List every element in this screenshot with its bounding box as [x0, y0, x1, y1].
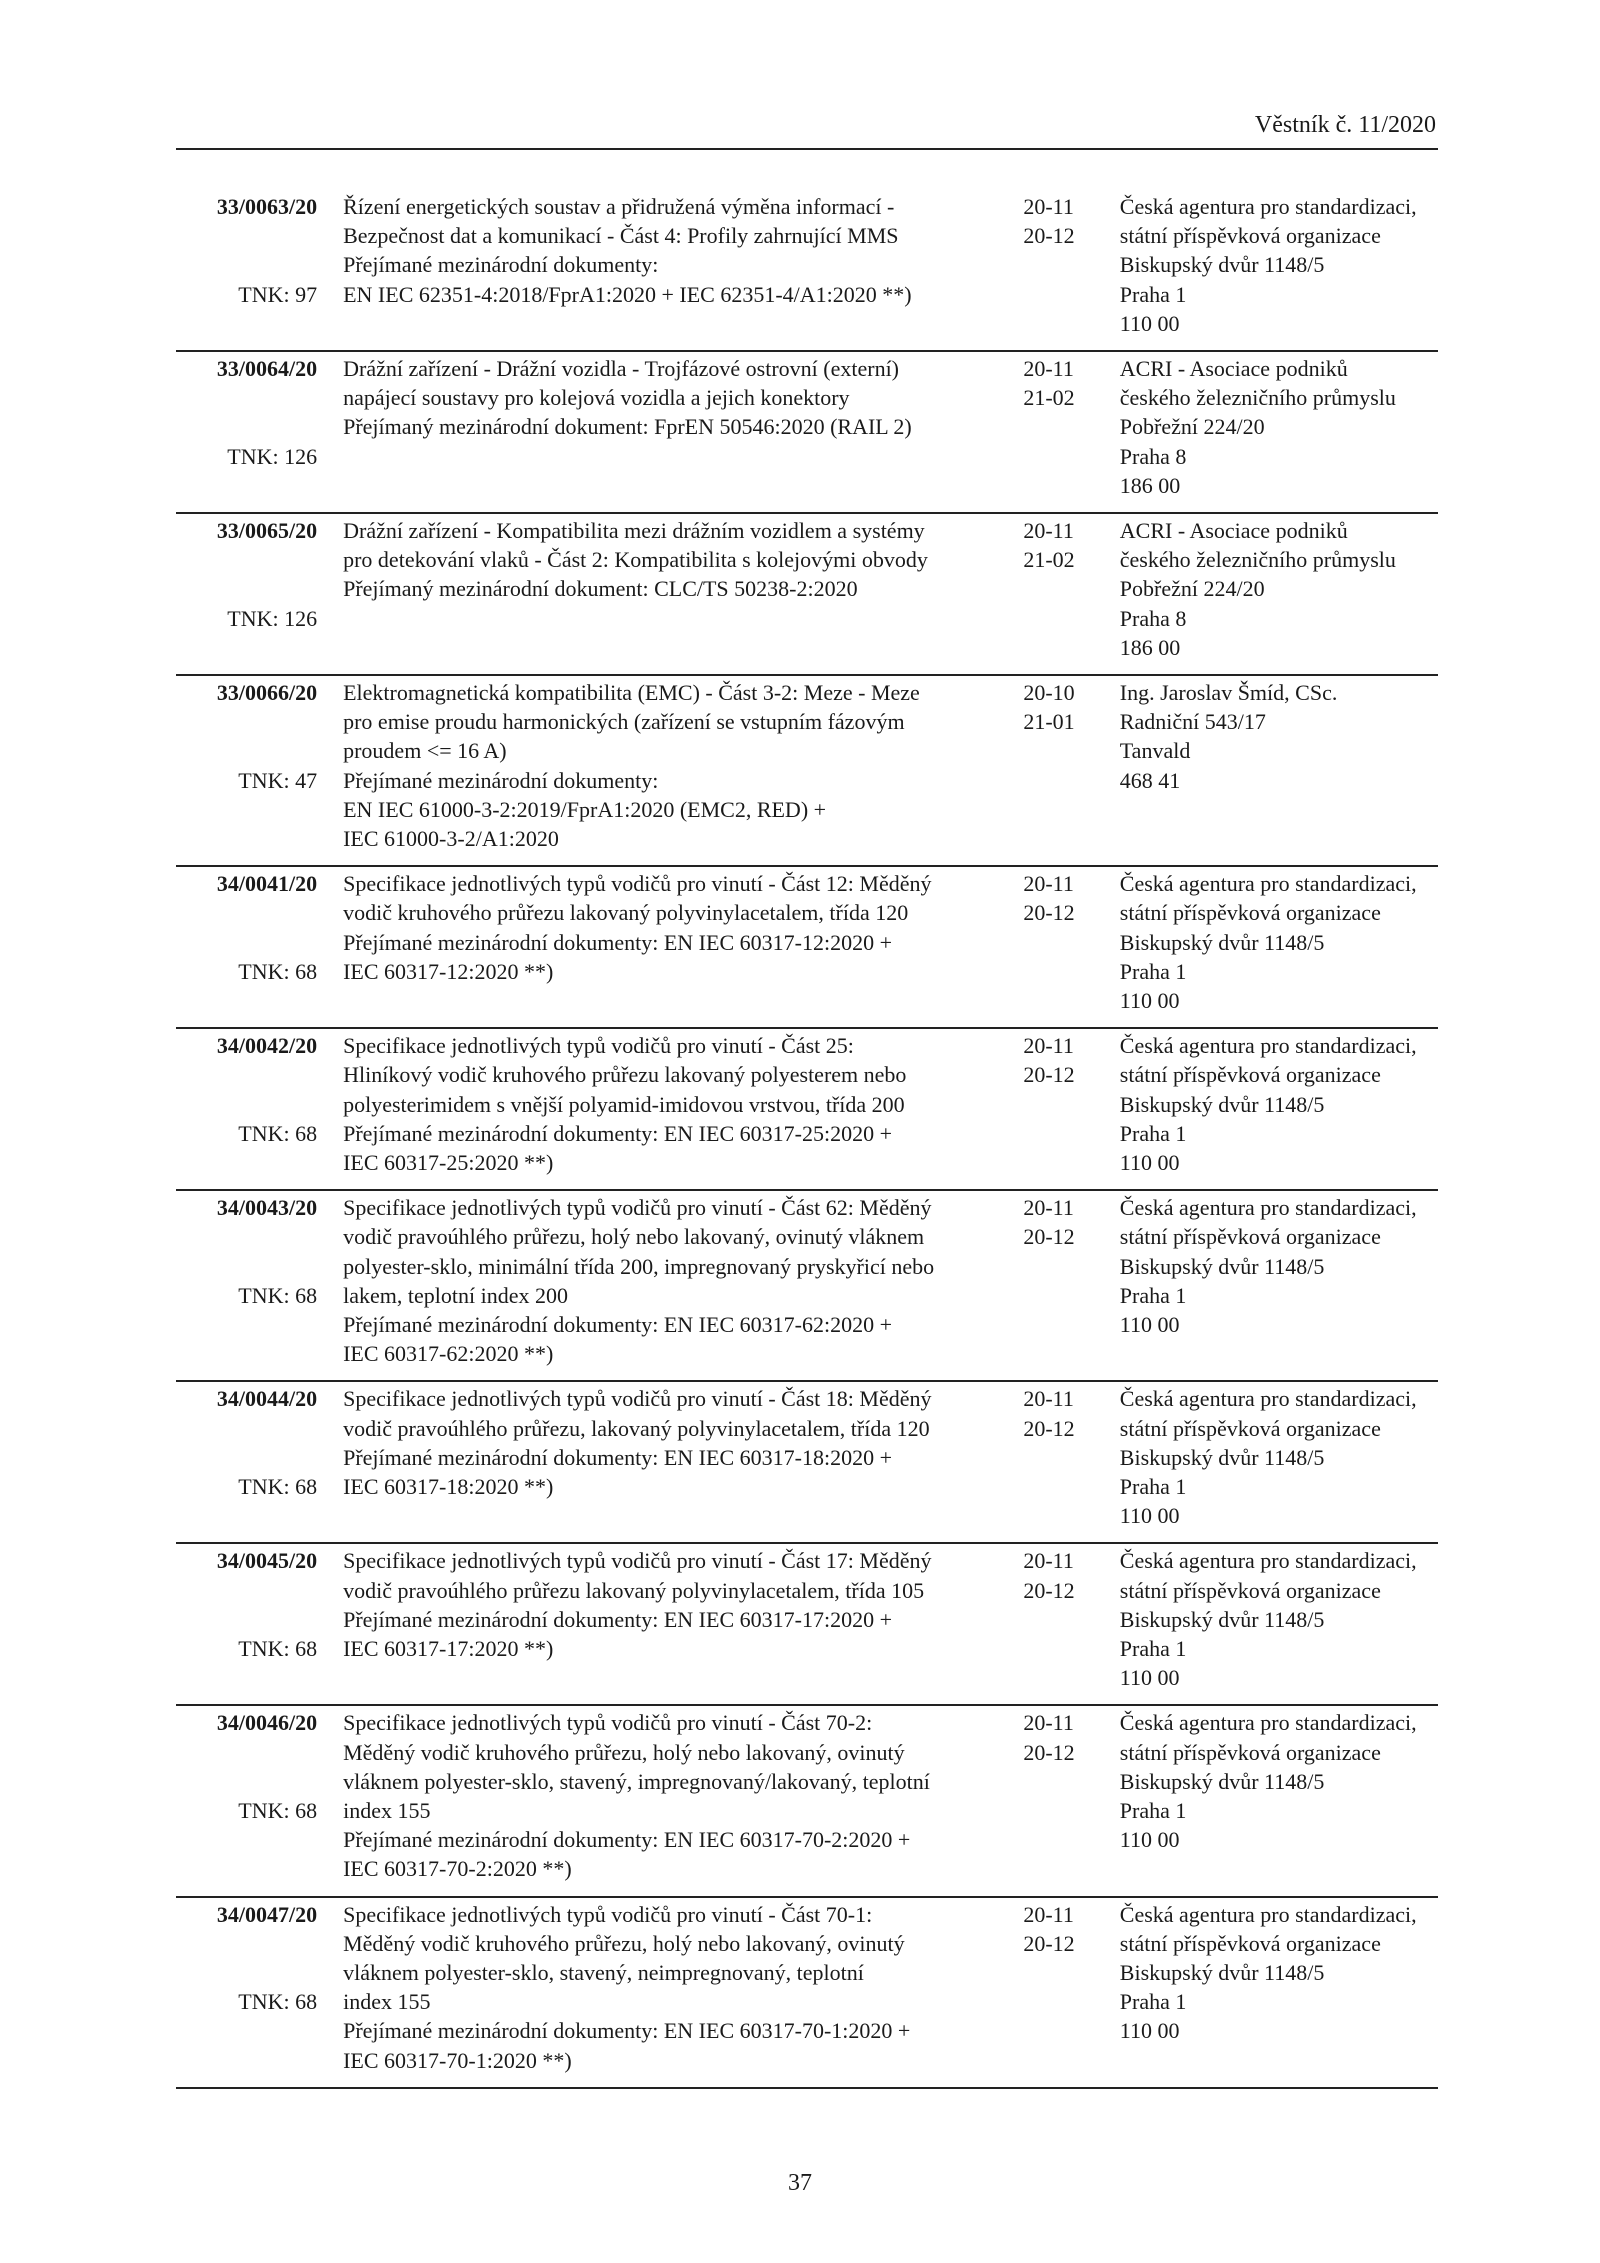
standard-title-line: Přejímané mezinárodní dokumenty:: [343, 767, 659, 793]
standard-code: 34/0041/20: [216, 871, 318, 897]
row-id-cell: [176, 192, 335, 350]
responsible-org-line: Praha 1: [1119, 1473, 1187, 1499]
standard-title-line: EN IEC 61000-3-2:2019/FprA1:2020 (EMC2, RED) +: [343, 796, 827, 822]
standard-title: [343, 869, 1023, 1027]
tnk-label: TNK: 68: [238, 1635, 318, 1661]
tnk-label: TNK: 126: [227, 443, 318, 469]
standard-code: 34/0043/20: [216, 1195, 318, 1221]
responsible-org: [1120, 678, 1438, 865]
standard-title-line: Přejímané mezinárodní dokumenty: EN IEC 60317-25:2020 +: [343, 1120, 892, 1146]
standard-title-line: Přejímané mezinárodní dokumenty: EN IEC 60317-62:2020 +: [343, 1312, 892, 1337]
tnk-label: TNK: 68: [238, 958, 318, 984]
responsible-org-line: Praha 1: [1119, 281, 1187, 307]
standard-title-line: Specifikace jednotlivých typů vodičů pro vinutí - Část 25:: [343, 1033, 854, 1059]
responsible-org-line: Praha 1: [1119, 1282, 1187, 1308]
row-id-cell: [176, 516, 335, 674]
standard-code: 34/0046/20: [216, 1710, 318, 1736]
standard-title: [343, 354, 1023, 512]
standard-title-line: Hliníkový vodič kruhového průřezu lakovaný polyesterem nebo: [343, 1062, 907, 1088]
standard-code: 33/0063/20: [216, 194, 318, 219]
standard-title-line: vodič pravoúhlého průřezu, lakovaný polyvinylacetalem, třída 120: [343, 1415, 930, 1441]
comment-dates-line: 20-11: [1023, 1195, 1074, 1221]
standard-title-line: pro detekování vlaků - Část 2: Kompatibilita s kolejovými obvody: [343, 547, 928, 573]
responsible-org-line: Radniční 543/17: [1119, 709, 1266, 735]
standard-title-line: IEC 61000-3-2/A1:2020: [343, 826, 559, 852]
comment-dates: [1023, 1708, 1119, 1895]
tnk-label: TNK: 68: [238, 1473, 318, 1499]
table-row: [176, 1898, 1438, 2089]
standard-title: [343, 1708, 1023, 1895]
comment-dates-line: 20-10: [1023, 680, 1075, 705]
responsible-org-line: Biskupský dvůr 1148/5: [1119, 929, 1325, 955]
standard-title-line: IEC 60317-70-2:2020 **): [343, 1856, 572, 1882]
comment-dates: [1023, 516, 1119, 674]
comment-dates-line: 20-12: [1023, 1062, 1075, 1088]
standard-title-line: Drážní zařízení - Drážní vozidla - Trojfázové ostrovní (externí): [343, 356, 900, 381]
comment-dates-line: 21-02: [1023, 385, 1075, 411]
standard-title-line: vodič pravoúhlého průřezu, holý nebo lakovaný, ovinutý vláknem: [343, 1224, 925, 1250]
standards-table: [176, 190, 1438, 2089]
responsible-org-line: Pobřežní 224/20: [1119, 414, 1265, 440]
comment-dates-line: 21-02: [1023, 547, 1075, 573]
standard-title: [343, 192, 1023, 350]
standard-title-line: vodič kruhového průřezu lakovaný polyvinylacetalem, třída 120: [343, 900, 909, 926]
page-header: [176, 110, 1438, 150]
responsible-org-line: Biskupský dvůr 1148/5: [1119, 1091, 1325, 1117]
standard-title-line: polyesterimidem s vnější polyamid-imidovou vrstvou, třída 200: [343, 1091, 905, 1117]
comment-dates-line: 20-11: [1023, 871, 1074, 897]
standard-title-line: proudem <= 16 A): [343, 738, 507, 764]
standard-title-line: lakem, teplotní index 200: [343, 1282, 568, 1308]
responsible-org-line: Biskupský dvůr 1148/5: [1119, 1444, 1325, 1470]
standard-title-line: Přejímaný mezinárodní dokument: FprEN 50546:2020 (RAIL 2): [343, 414, 912, 440]
table-row: [176, 1029, 1438, 1191]
responsible-org-line: 110 00: [1119, 1503, 1180, 1529]
responsible-org-line: 110 00: [1119, 1827, 1180, 1853]
responsible-org-line: státní příspěvková organizace: [1119, 1739, 1381, 1765]
standard-title-line: napájecí soustavy pro kolejová vozidla a jejich konektory: [343, 385, 850, 411]
responsible-org-line: Česká agentura pro standardizaci,: [1119, 1195, 1417, 1221]
responsible-org: [1120, 1900, 1438, 2087]
responsible-org-line: státní příspěvková organizace: [1119, 1224, 1381, 1250]
standard-title-line: Specifikace jednotlivých typů vodičů pro vinutí - Část 70-1:: [343, 1901, 873, 1927]
comment-dates: [1023, 354, 1119, 512]
comment-dates: [1023, 869, 1119, 1027]
standard-title-line: Specifikace jednotlivých typů vodičů pro vinutí - Část 18: Měděný: [343, 1386, 932, 1412]
tnk-label: TNK: 47: [238, 767, 318, 793]
table-row: [176, 1544, 1438, 1706]
responsible-org-line: Česká agentura pro standardizaci,: [1119, 1710, 1417, 1736]
responsible-org-line: Česká agentura pro standardizaci,: [1119, 1548, 1417, 1574]
tnk-label: TNK: 68: [238, 1120, 318, 1146]
standard-code: 33/0065/20: [216, 518, 318, 543]
table-row: [176, 867, 1438, 1029]
responsible-org-line: státní příspěvková organizace: [1119, 1062, 1381, 1088]
standard-title-line: IEC 60317-12:2020 **): [343, 958, 554, 984]
comment-dates-line: 20-12: [1023, 1415, 1075, 1441]
standard-title-line: Bezpečnost dat a komunikací - Část 4: Profily zahrnující MMS: [343, 223, 899, 249]
standard-title: [343, 1193, 1023, 1380]
responsible-org-line: Biskupský dvůr 1148/5: [1119, 1606, 1325, 1632]
responsible-org-line: Praha 1: [1119, 1797, 1187, 1823]
standard-title-line: pro emise proudu harmonických (zařízení se vstupním fázovým: [343, 709, 905, 735]
comment-dates-line: 20-12: [1023, 1577, 1075, 1603]
standard-title-line: IEC 60317-17:2020 **): [343, 1635, 554, 1661]
row-id-cell: [176, 1708, 335, 1895]
standard-code: 34/0047/20: [216, 1901, 318, 1927]
comment-dates: [1023, 192, 1119, 350]
standard-code: 34/0045/20: [216, 1548, 318, 1574]
comment-dates-line: 20-12: [1023, 900, 1075, 926]
standard-title-line: IEC 60317-70-1:2020 **): [343, 2047, 572, 2073]
standard-title: [343, 516, 1023, 674]
standard-title: [343, 1384, 1023, 1542]
responsible-org-line: Biskupský dvůr 1148/5: [1119, 1959, 1325, 1985]
comment-dates-line: 20-11: [1023, 1710, 1074, 1736]
standard-code: 34/0044/20: [216, 1386, 318, 1412]
responsible-org-line: státní příspěvková organizace: [1119, 900, 1381, 926]
standard-title-line: Měděný vodič kruhového průřezu, holý nebo lakovaný, ovinutý: [343, 1739, 905, 1765]
standard-title-line: vláknem polyester-sklo, stavený, neimpregnovaný, teplotní: [343, 1959, 864, 1985]
responsible-org-line: státní příspěvková organizace: [1119, 1415, 1381, 1441]
responsible-org: [1120, 192, 1438, 350]
responsible-org-line: Praha 1: [1119, 1120, 1187, 1146]
standard-title-line: polyester-sklo, minimální třída 200, impregnovaný pryskyřicí nebo: [343, 1253, 935, 1279]
row-id-cell: [176, 1900, 335, 2087]
responsible-org-line: Biskupský dvůr 1148/5: [1119, 1253, 1325, 1279]
responsible-org-line: Pobřežní 224/20: [1119, 576, 1265, 602]
standard-title-line: Přejímané mezinárodní dokumenty: EN IEC 60317-17:2020 +: [343, 1606, 892, 1632]
journal-title: Věstník č. 11/2020: [1254, 112, 1436, 138]
comment-dates-line: 20-12: [1023, 1739, 1075, 1765]
standard-title-line: Specifikace jednotlivých typů vodičů pro vinutí - Část 62: Měděný: [343, 1195, 932, 1221]
standard-title-line: index 155: [343, 1797, 431, 1823]
standard-title-line: IEC 60317-25:2020 **): [343, 1150, 554, 1175]
responsible-org-line: Tanvald: [1119, 738, 1191, 764]
standard-title-line: vodič pravoúhlého průřezu lakovaný polyvinylacetalem, třída 105: [343, 1577, 925, 1603]
table-row: [176, 1706, 1438, 1897]
standard-code: 34/0042/20: [216, 1033, 318, 1059]
responsible-org: [1120, 516, 1438, 674]
responsible-org: [1120, 1031, 1438, 1189]
table-row: [176, 352, 1438, 514]
standard-title-line: Přejímané mezinárodní dokumenty: EN IEC 60317-12:2020 +: [343, 929, 892, 955]
responsible-org: [1120, 1708, 1438, 1895]
table-row: [176, 190, 1438, 352]
responsible-org-line: 110 00: [1119, 1150, 1180, 1175]
standard-title-line: Přejímaný mezinárodní dokument: CLC/TS 50238-2:2020: [343, 576, 858, 602]
standard-title: [343, 678, 1023, 865]
responsible-org-line: Česká agentura pro standardizaci,: [1119, 1901, 1417, 1927]
responsible-org-line: ACRI - Asociace podniků: [1119, 356, 1348, 381]
responsible-org-line: 110 00: [1119, 1312, 1180, 1337]
comment-dates-line: 20-11: [1023, 1548, 1074, 1574]
comment-dates-line: 20-11: [1023, 1386, 1074, 1412]
comment-dates: [1023, 1384, 1119, 1542]
comment-dates-line: 20-11: [1023, 356, 1074, 381]
tnk-label: TNK: 68: [238, 1989, 318, 2015]
responsible-org-line: státní příspěvková organizace: [1119, 1930, 1381, 1956]
comment-dates: [1023, 1031, 1119, 1189]
responsible-org-line: Česká agentura pro standardizaci,: [1119, 871, 1417, 897]
page-number: 37: [788, 2170, 812, 2196]
responsible-org-line: Praha 8: [1119, 605, 1187, 631]
row-id-cell: [176, 1384, 335, 1542]
standard-title-line: Specifikace jednotlivých typů vodičů pro vinutí - Část 70-2:: [343, 1710, 873, 1736]
standard-title: [343, 1900, 1023, 2087]
standard-title-line: Měděný vodič kruhového průřezu, holý nebo lakovaný, ovinutý: [343, 1930, 905, 1956]
standard-title-line: Specifikace jednotlivých typů vodičů pro vinutí - Část 17: Měděný: [343, 1548, 932, 1574]
standard-title-line: Specifikace jednotlivých typů vodičů pro vinutí - Část 12: Měděný: [343, 871, 932, 897]
standard-code: 33/0066/20: [216, 680, 318, 705]
table-row: [176, 1382, 1438, 1544]
comment-dates-line: 20-12: [1023, 223, 1075, 249]
responsible-org-line: státní příspěvková organizace: [1119, 1577, 1381, 1603]
standard-title: [343, 1546, 1023, 1704]
tnk-label: TNK: 68: [238, 1282, 318, 1308]
responsible-org: [1120, 354, 1438, 512]
comment-dates: [1023, 678, 1119, 865]
responsible-org: [1120, 1193, 1438, 1380]
standard-title-line: Přejímané mezinárodní dokumenty: EN IEC 60317-70-1:2020 +: [343, 2018, 911, 2044]
standard-title-line: Přejímané mezinárodní dokumenty: EN IEC 60317-70-2:2020 +: [343, 1827, 911, 1853]
responsible-org-line: Česká agentura pro standardizaci,: [1119, 194, 1417, 219]
comment-dates: [1023, 1546, 1119, 1704]
responsible-org-line: českého železničního průmyslu: [1119, 547, 1396, 573]
row-id-cell: [176, 1546, 335, 1704]
comment-dates: [1023, 1193, 1119, 1380]
responsible-org: [1120, 1546, 1438, 1704]
comment-dates-line: 20-11: [1023, 518, 1074, 543]
standard-title-line: Drážní zařízení - Kompatibilita mezi drážním vozidlem a systémy: [343, 518, 925, 543]
row-id-cell: [176, 354, 335, 512]
row-id-cell: [176, 1031, 335, 1189]
standard-title-line: index 155: [343, 1989, 431, 2015]
comment-dates-line: 20-11: [1023, 1033, 1074, 1059]
responsible-org-line: českého železničního průmyslu: [1119, 385, 1396, 411]
responsible-org-line: Praha 8: [1119, 443, 1187, 469]
row-id-cell: [176, 869, 335, 1027]
comment-dates-line: 20-11: [1023, 194, 1074, 219]
comment-dates-line: 21-01: [1023, 709, 1075, 735]
responsible-org: [1120, 1384, 1438, 1542]
responsible-org-line: ACRI - Asociace podniků: [1119, 518, 1348, 543]
standard-code: 33/0064/20: [216, 356, 318, 381]
responsible-org-line: Praha 1: [1119, 958, 1187, 984]
responsible-org-line: Biskupský dvůr 1148/5: [1119, 252, 1325, 278]
responsible-org-line: 110 00: [1119, 310, 1180, 336]
responsible-org-line: Česká agentura pro standardizaci,: [1119, 1033, 1417, 1059]
responsible-org-line: 186 00: [1119, 634, 1181, 660]
standard-title-line: EN IEC 62351-4:2018/FprA1:2020 + IEC 62351-4/A1:2020 **): [343, 281, 912, 307]
tnk-label: TNK: 97: [238, 281, 318, 307]
comment-dates: [1023, 1900, 1119, 2087]
standard-title-line: Přejímané mezinárodní dokumenty: EN IEC 60317-18:2020 +: [343, 1444, 892, 1470]
table-row: [176, 514, 1438, 676]
table-row: [176, 676, 1438, 867]
responsible-org-line: 186 00: [1119, 472, 1181, 498]
standard-title-line: Řízení energetických soustav a přidružená výměna informací -: [343, 194, 895, 219]
responsible-org-line: Biskupský dvůr 1148/5: [1119, 1768, 1325, 1794]
comment-dates-line: 20-11: [1023, 1901, 1074, 1927]
responsible-org-line: Praha 1: [1119, 1989, 1187, 2015]
responsible-org-line: Praha 1: [1119, 1635, 1187, 1661]
row-id-cell: [176, 1193, 335, 1380]
standard-title-line: IEC 60317-62:2020 **): [343, 1341, 554, 1367]
standard-title-line: IEC 60317-18:2020 **): [343, 1473, 554, 1499]
responsible-org-line: 110 00: [1119, 988, 1180, 1013]
responsible-org-line: 110 00: [1119, 1665, 1180, 1691]
comment-dates-line: 20-12: [1023, 1930, 1075, 1956]
responsible-org-line: 110 00: [1119, 2018, 1180, 2044]
tnk-label: TNK: 126: [227, 605, 318, 631]
standard-title-line: vláknem polyester-sklo, stavený, impregnovaný/lakovaný, teplotní: [343, 1768, 930, 1794]
standard-title-line: Přejímané mezinárodní dokumenty:: [343, 252, 659, 278]
table-row: [176, 1191, 1438, 1382]
standard-title-line: Elektromagnetická kompatibilita (EMC) - Část 3-2: Meze - Meze: [343, 680, 920, 705]
standard-title: [343, 1031, 1023, 1189]
tnk-label: TNK: 68: [238, 1797, 318, 1823]
responsible-org: [1120, 869, 1438, 1027]
comment-dates-line: 20-12: [1023, 1224, 1075, 1250]
row-id-cell: [176, 678, 335, 865]
responsible-org-line: Ing. Jaroslav Šmíd, CSc.: [1119, 680, 1338, 705]
responsible-org-line: Česká agentura pro standardizaci,: [1119, 1386, 1417, 1412]
responsible-org-line: 468 41: [1119, 767, 1181, 793]
responsible-org-line: státní příspěvková organizace: [1119, 223, 1381, 249]
